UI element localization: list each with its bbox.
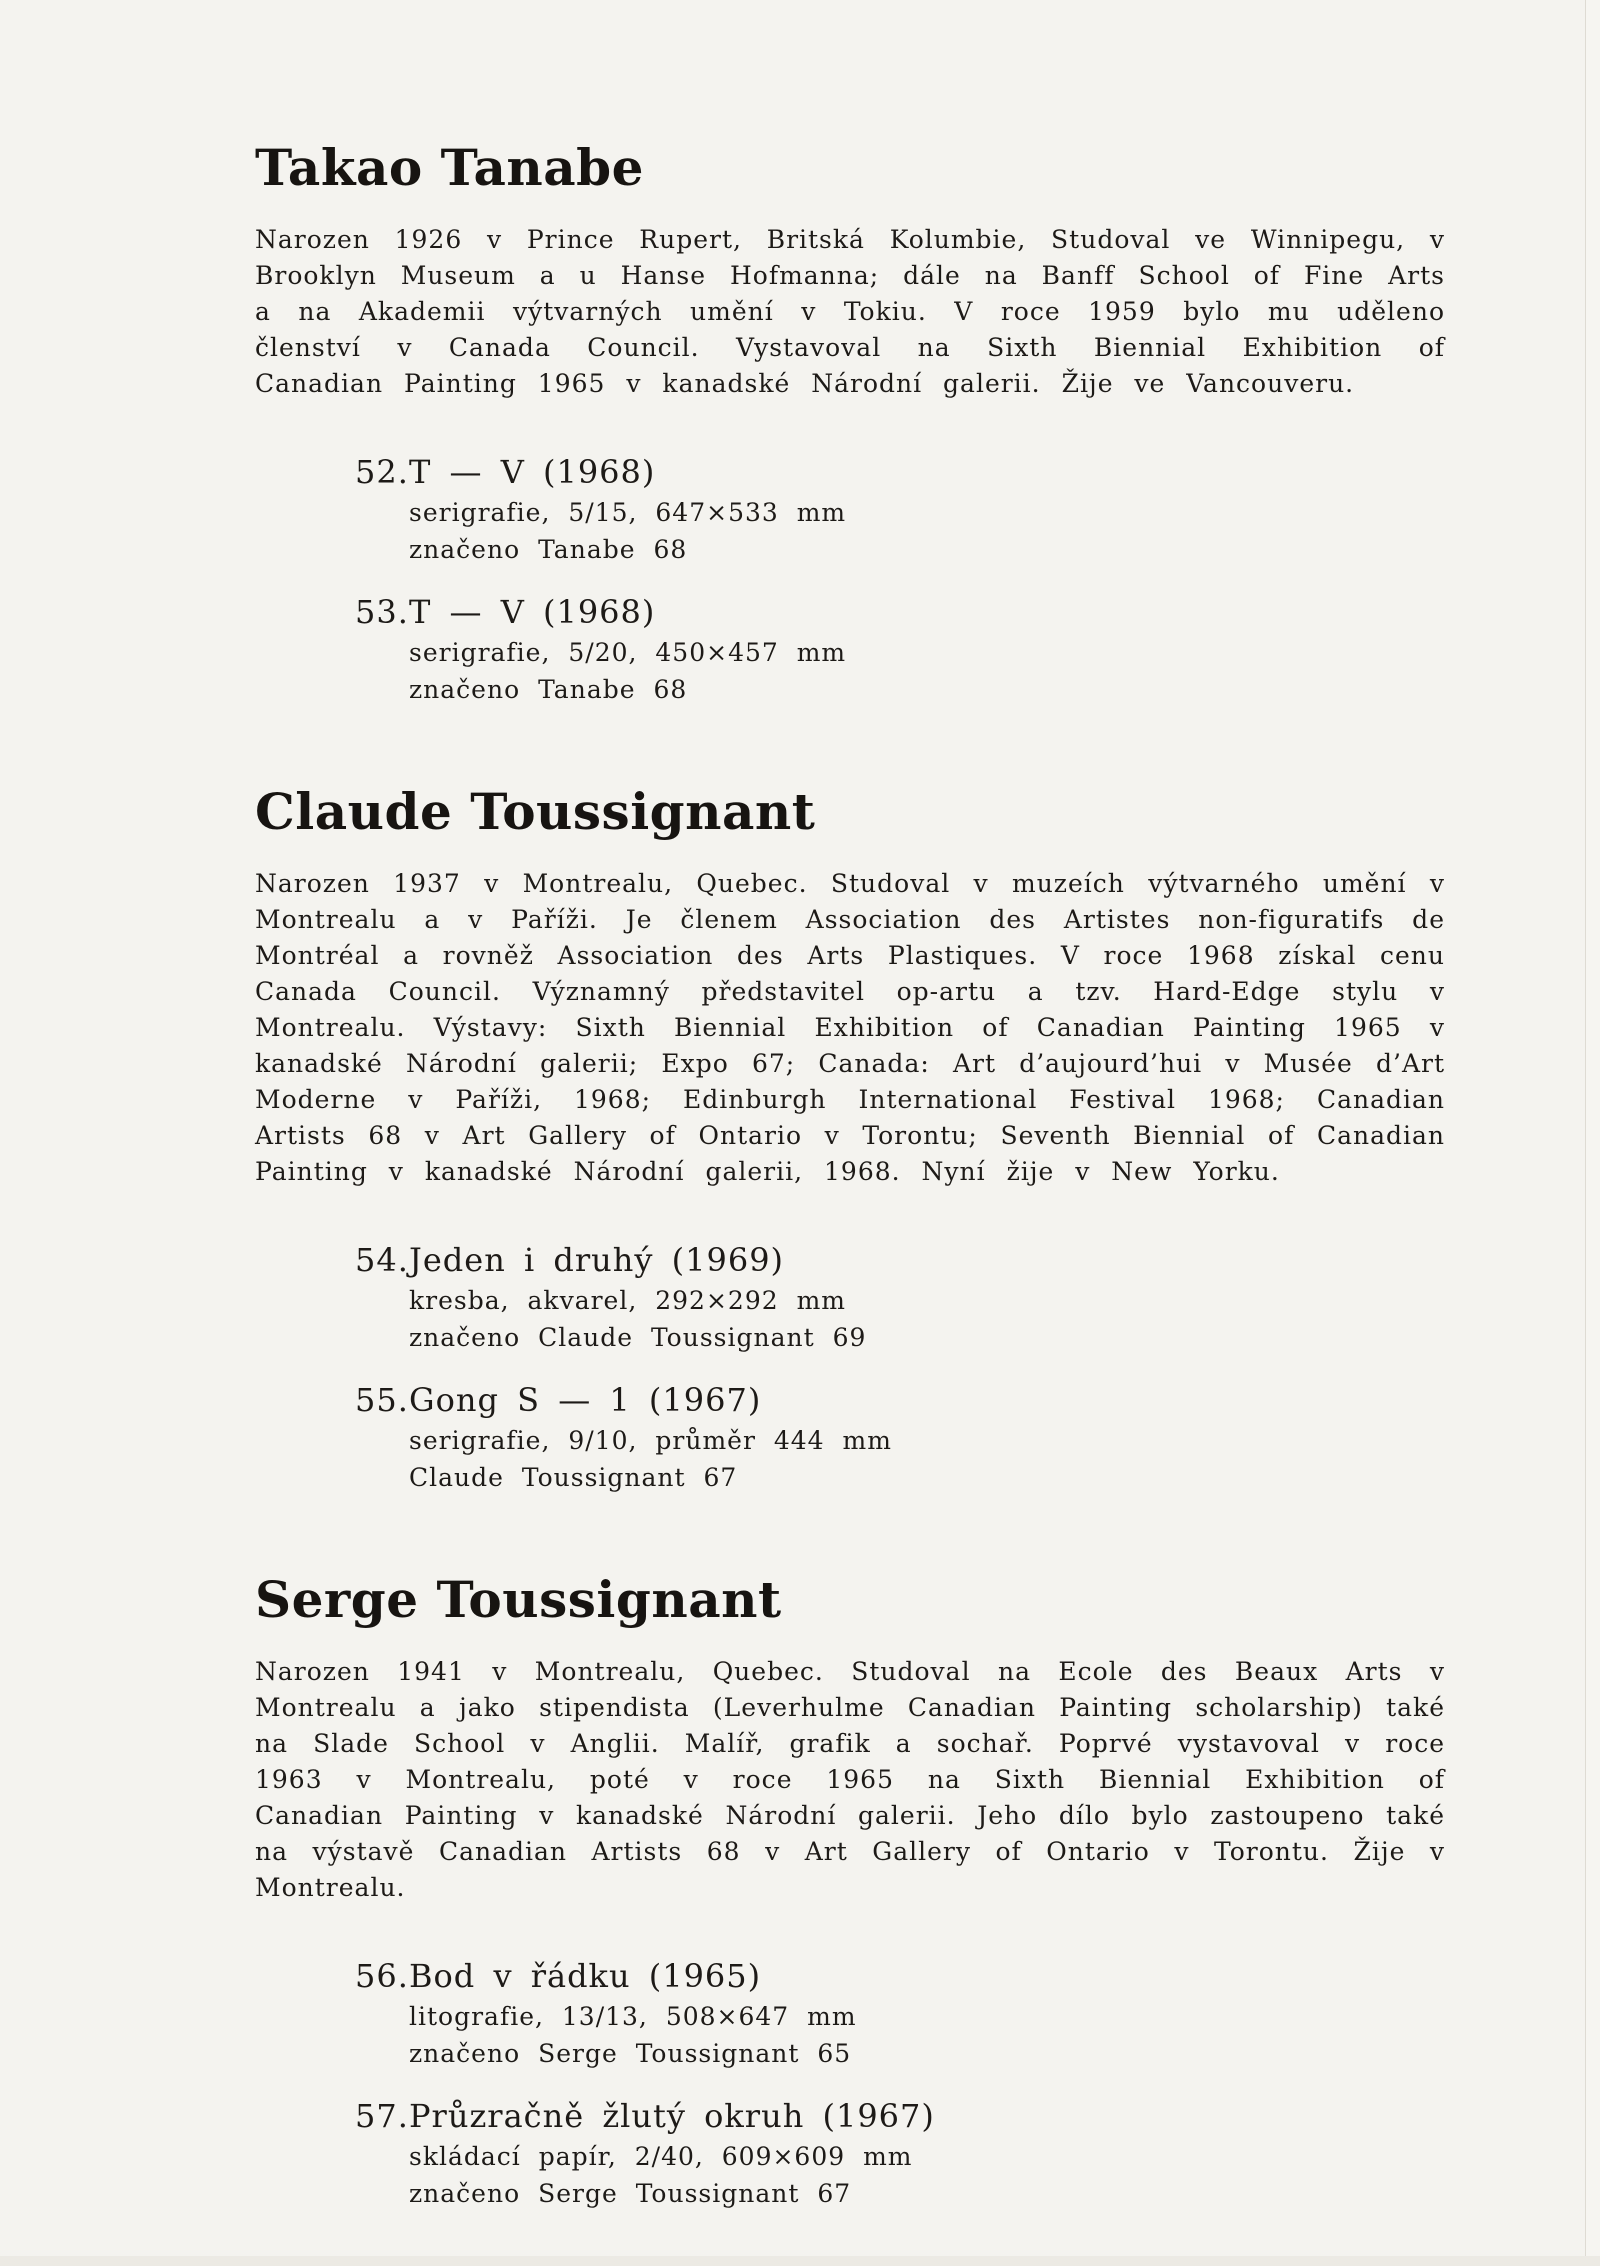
- entry-body: [409, 590, 1445, 708]
- entry-number: 57.: [355, 2097, 409, 2135]
- catalog-entry: [355, 1378, 1445, 1496]
- entry-title: Gong S — 1 (1967): [409, 1381, 762, 1419]
- entry-signature: značeno Serge Toussignant 65: [409, 2039, 852, 2068]
- artist-name-heading: Claude Toussignant: [255, 782, 816, 841]
- entry-title: T — V (1968): [409, 593, 656, 631]
- entry-number: 56.: [355, 1957, 409, 1995]
- page-edge-shadow-right: [1585, 0, 1600, 2266]
- works-list: [355, 450, 1445, 708]
- entry-body: [409, 1954, 1445, 2072]
- catalog-entry: [355, 2094, 1445, 2212]
- entry-body: [409, 1238, 1445, 1356]
- catalog-entry: [355, 1954, 1445, 2072]
- entry-title: T — V (1968): [409, 453, 656, 491]
- artist-bio: Narozen 1941 v Montrealu, Quebec. Studoval na Ecole des Beaux Arts v Montrealu a jako stipendista (Leverhulme Canadian Painting scholarship) také na Slade School v Anglii. Malíř, grafik a sochař. Poprvé vystavoval v roce 1963 v Montrealu, poté v roce 1965 na Sixth Biennial Exhibition of Canadian Painting v kanadské Národní galerii. Jeho dílo bylo zastoupeno také na výstavě Canadian Artists 68 v Art Gallery of Ontario v Torontu. Žije v Montrealu.: [255, 1657, 1445, 1902]
- artist-bio: Narozen 1926 v Prince Rupert, Britská Kolumbie, Studoval ve Winnipegu, v Brooklyn Museum a u Hanse Hofmanna; dále na Banff School of Fine Arts a na Akademii výtvarných umění v Tokiu. V roce 1959 bylo mu uděleno členství v Canada Council. Vystavoval na Sixth Biennial Exhibition of Canadian Painting 1965 v kanadské Národní galerii. Žije ve Vancouveru.: [255, 225, 1445, 398]
- entry-technique: litografie, 13/13, 508×647 mm: [409, 2002, 857, 2031]
- entry-signature: značeno Claude Toussignant 69: [409, 1323, 867, 1352]
- artist-name-heading: Serge Toussignant: [255, 1570, 782, 1629]
- entry-technique: kresba, akvarel, 292×292 mm: [409, 1286, 846, 1315]
- entry-number: 53.: [355, 593, 409, 631]
- catalog-entry: [355, 450, 1445, 568]
- page-content: [255, 140, 1445, 2234]
- entry-signature: značeno Serge Toussignant 67: [409, 2179, 852, 2208]
- entry-number: 55.: [355, 1381, 409, 1419]
- entry-title: Jeden i druhý (1969): [409, 1241, 785, 1279]
- works-list: [355, 1954, 1445, 2212]
- entry-body: [409, 2094, 1445, 2212]
- entry-title: Průzračně žlutý okruh (1967): [409, 2097, 935, 2135]
- entry-body: [409, 450, 1445, 568]
- entry-number: 52.: [355, 453, 409, 491]
- entry-body: [409, 1378, 1445, 1496]
- entry-technique: serigrafie, 5/15, 647×533 mm: [409, 498, 847, 527]
- artist-section-claude-toussignant: [255, 784, 1445, 1496]
- entry-signature: značeno Tanabe 68: [409, 535, 688, 564]
- entry-technique: serigrafie, 5/20, 450×457 mm: [409, 638, 847, 667]
- entry-signature: Claude Toussignant 67: [409, 1463, 738, 1492]
- artist-bio: Narozen 1937 v Montrealu, Quebec. Studoval v muzeích výtvarného umění v Montrealu a v Paříži. Je členem Association des Artistes non-figuratifs de Montréal a rovněž Association des Arts Plastiques. V roce 1968 získal cenu Canada Council. Významný představitel op-artu a tzv. Hard-Edge stylu v Montrealu. Výstavy: Sixth Biennial Exhibition of Canadian Painting 1965 v kanadské Národní galerii; Expo 67; Canada: Art d’aujourd’hui v Musée d’Art Moderne v Paříži, 1968; Edinburgh International Festival 1968; Canadian Artists 68 v Art Gallery of Ontario v Torontu; Seventh Biennial of Canadian Painting v kanadské Národní galerii, 1968. Nyní žije v New Yorku.: [255, 869, 1445, 1186]
- entry-technique: serigrafie, 9/10, průměr 444 mm: [409, 1426, 892, 1455]
- catalog-entry: [355, 1238, 1445, 1356]
- artist-name-heading: Takao Tanabe: [255, 138, 644, 197]
- artist-section-serge-toussignant: [255, 1572, 1445, 2212]
- catalog-entry: [355, 590, 1445, 708]
- artist-section-takao-tanabe: [255, 140, 1445, 708]
- entry-number: 54.: [355, 1241, 409, 1279]
- entry-title: Bod v řádku (1965): [409, 1957, 762, 1995]
- works-list: [355, 1238, 1445, 1496]
- entry-technique: skládací papír, 2/40, 609×609 mm: [409, 2142, 913, 2171]
- entry-signature: značeno Tanabe 68: [409, 675, 688, 704]
- page-edge-shadow-bottom: [0, 2256, 1600, 2266]
